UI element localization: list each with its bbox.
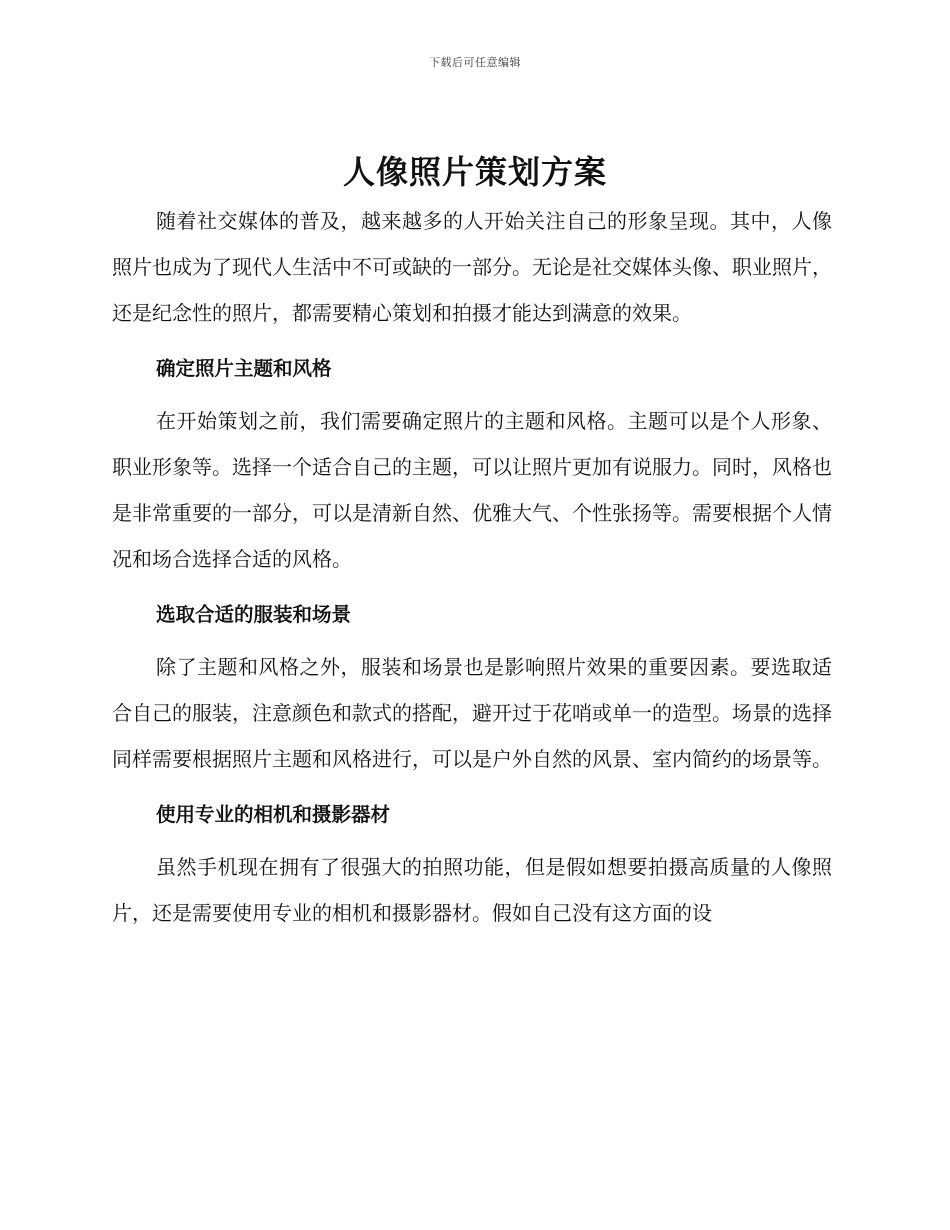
header-note: 下载后可任意编辑 bbox=[429, 56, 521, 69]
section-heading-camera-equipment: 使用专业的相机和摄影器材 bbox=[156, 803, 391, 826]
section-paragraph-theme-style: 在开始策划之前，我们需要确定照片的主题和风格。主题可以是个人形象、职业形象等。选择一个适合自己的主题，可以让照片更加有说服力。同时，风格也是非常重要的一部分，可以是清新自然、优雅大气、个性张扬等。需要根据个人情况和场合选择合适的风格。 bbox=[112, 409, 832, 571]
section-paragraph-clothing-scene: 除了主题和风格之外，服装和场景也是影响照片效果的重要因素。要选取适合自己的服装，注意颜色和款式的搭配，避开过于花哨或单一的造型。场景的选择同样需要根据照片主题和风格进行，可以是户外自然的风景、室内简约的场景等。 bbox=[112, 655, 832, 771]
section-paragraph-camera-equipment: 虽然手机现在拥有了很强大的拍照功能，但是假如想要拍摄高质量的人像照片，还是需要使用专业的相机和摄影器材。假如自己没有这方面的设 bbox=[112, 855, 832, 925]
document-title: 人像照片策划方案 bbox=[342, 153, 607, 191]
intro-paragraph: 随着社交媒体的普及，越来越多的人开始关注自己的形象呈现。其中，人像照片也成为了现代人生活中不可或缺的一部分。无论是社交媒体头像、职业照片，还是纪念性的照片，都需要精心策划和拍摄才能达到满意的效果。 bbox=[112, 209, 832, 325]
document-body bbox=[112, 198, 832, 936]
section-heading-clothing-scene: 选取合适的服装和场景 bbox=[156, 603, 352, 626]
section-heading-theme-style: 确定照片主题和风格 bbox=[156, 357, 332, 380]
